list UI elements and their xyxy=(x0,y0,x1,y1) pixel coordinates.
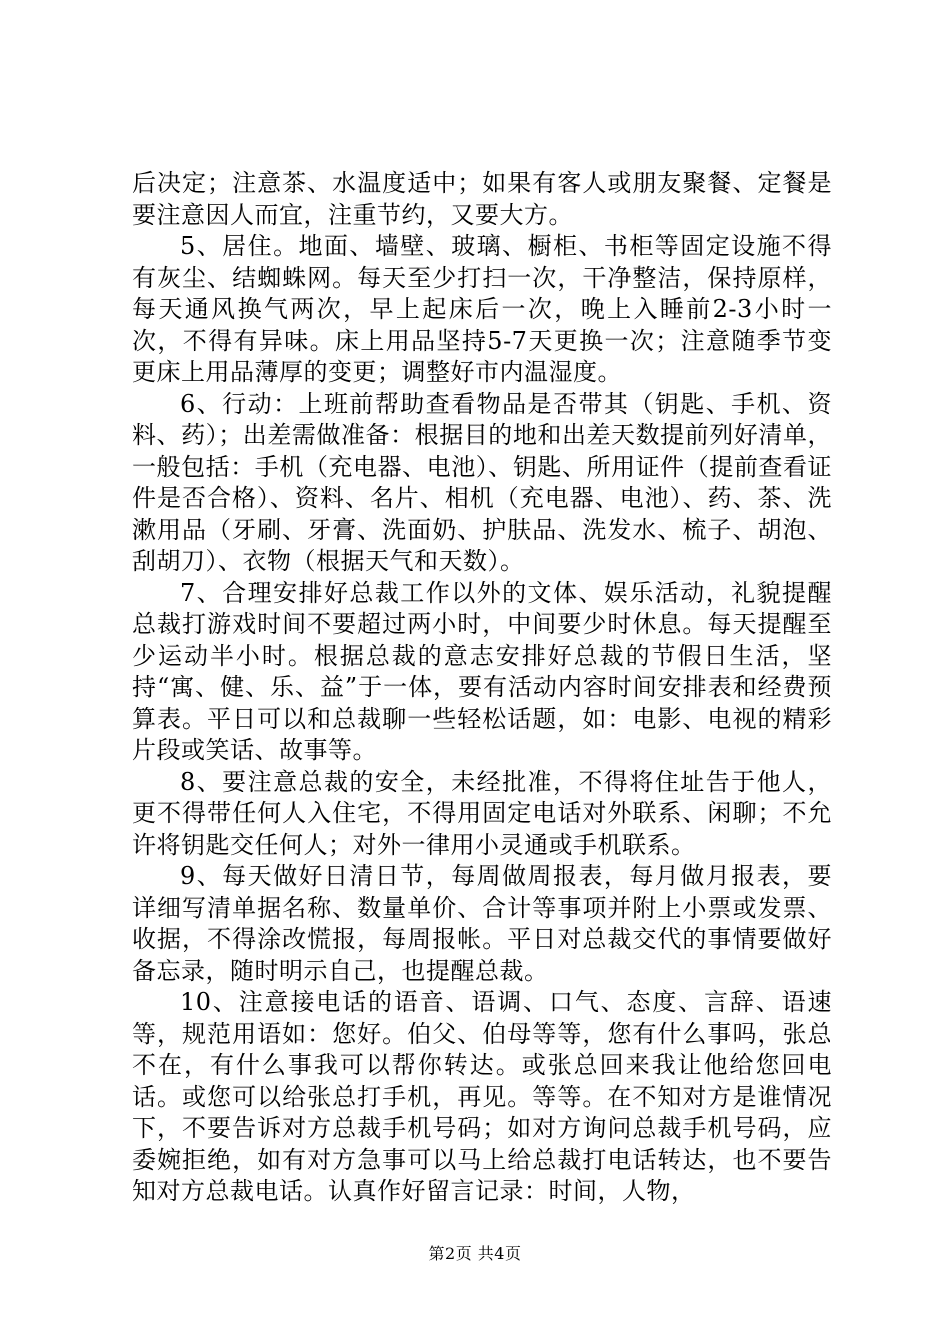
paragraph-continuation: 后决定；注意茶、水温度适中；如果有客人或朋友聚餐、定餐是要注意因人而宜，注重节约，又要大方。 xyxy=(132,169,832,229)
paragraph-item-8-safety: 8、要注意总裁的安全，未经批准，不得将住址告于他人，更不得带任何人入住宅，不得用固定电话对外联系、闲聊；不允许将钥匙交任何人；对外一律用小灵通或手机联系。 xyxy=(132,767,832,859)
document-body xyxy=(132,168,832,1208)
paragraph-item-6-travel: 6、行动：上班前帮助查看物品是否带其（钥匙、手机、资料、药）；出差需做准备：根据目的地和出差天数提前列好清单，一般包括：手机（充电器、电池）、钥匙、所用证件（提前查看证件是否合格）、资料、名片、相机（充电器、电池）、药、茶、洗漱用品（牙刷、牙膏、洗面奶、护肤品、洗发水、梳子、胡泡、刮胡刀）、衣物（根据天气和天数）。 xyxy=(132,389,832,575)
paragraph-item-5-residence: 5、居住。地面、墙壁、玻璃、橱柜、书柜等固定设施不得有灰尘、结蜘蛛网。每天至少打扫一次，干净整洁，保持原样，每天通风换气两次，早上起床后一次，晚上入睡前2-3小时一次，不得有异味。床上用品坚持5-7天更换一次；注意随季节变更床上用品薄厚的变更；调整好市内温湿度。 xyxy=(132,232,832,386)
paragraph-item-10-phone: 10、注意接电话的语音、语调、口气、态度、言辞、语速等，规范用语如：您好。伯父、伯母等等，您有什么事吗，张总不在，有什么事我可以帮你转达。或张总回来我让他给您回电话。或您可以给张总打手机，再见。等等。在不知对方是谁情况下，不要告诉对方总裁手机号码；如对方询问总裁手机号码，应委婉拒绝，如有对方急事可以马上给总裁打电话转达，也不要告知对方总裁电话。认真作好留言记录：时间，人物， xyxy=(132,988,832,1205)
page-footer: 第2页 共4页 xyxy=(428,1244,522,1263)
paragraph-item-9-accounts: 9、每天做好日清日节，每周做周报表，每月做月报表，要详细写清单据名称、数量单价、合计等事项并附上小票或发票、收据，不得涂改慌报，每周报帐。平日对总裁交代的事情要做好备忘录，随时明示自己，也提醒总裁。 xyxy=(132,862,832,985)
paragraph-item-7-leisure: 7、合理安排好总裁工作以外的文体、娱乐活动，礼貌提醒总裁打游戏时间不要超过两小时，中间要少时休息。每天提醒至少运动半小时。根据总裁的意志安排好总裁的节假日生活，坚持“寓、健、乐、益”于一体，要有活动内容时间安排表和经费预算表。平日可以和总裁聊一些轻松话题，如：电影、电视的精彩片段或笑话、故事等。 xyxy=(132,578,832,764)
